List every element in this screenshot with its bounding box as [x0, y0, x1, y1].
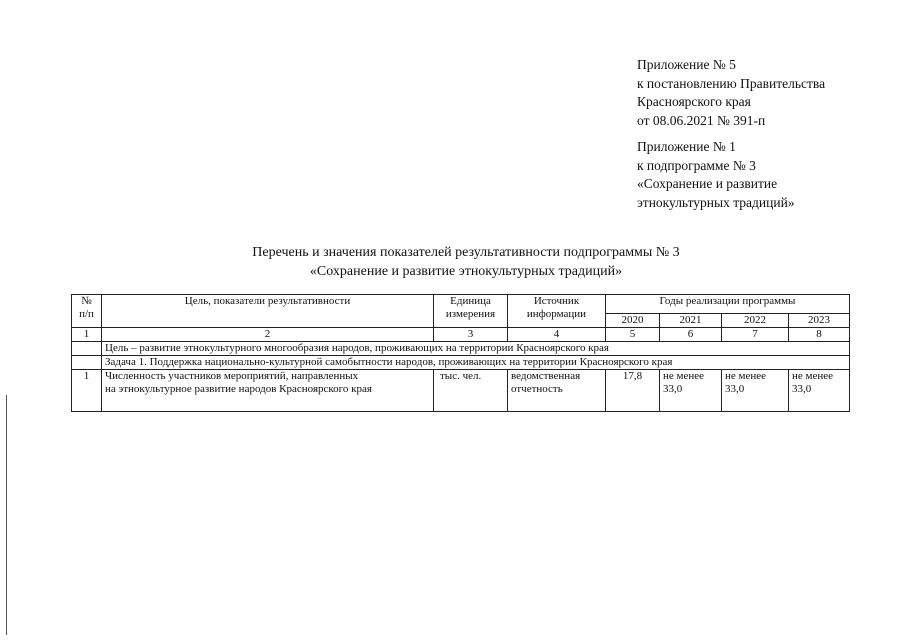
header-unit: [434, 295, 508, 328]
value-2021: [660, 370, 722, 412]
value-2022-line: 33,0: [725, 383, 745, 395]
goal-row: [72, 342, 850, 356]
column-number: 4: [508, 328, 606, 342]
value-2022-line: не менее: [725, 370, 767, 382]
indicator-source-line: ведомственная: [511, 370, 581, 382]
appendix-main-line: Красноярского края: [637, 94, 751, 109]
appendix-sub-line: Приложение № 1: [637, 139, 736, 154]
column-numbers-row: [72, 328, 850, 342]
column-number: 5: [606, 328, 660, 342]
header-year-2020: 2020: [606, 314, 660, 328]
indicators-table: [71, 294, 850, 412]
header-source-line: информации: [526, 308, 587, 320]
header-num-line: №: [81, 295, 92, 307]
title-line: «Сохранение и развитие этнокультурных традиций»: [309, 264, 623, 279]
title-line: Перечень и значения показателей результативности подпрограммы № 3: [252, 245, 680, 260]
task-text: Задача 1. Поддержка национально-культурной самобытности народов, проживающих на территории Красноярского края: [102, 356, 850, 370]
header-year-2023: 2023: [789, 314, 850, 328]
indicator-source-line: отчетность: [511, 383, 563, 395]
appendix-sub-block: [637, 138, 795, 212]
header-num-line: п/п: [79, 308, 94, 320]
column-number: 6: [660, 328, 722, 342]
appendix-sub-line: этнокультурных традиций»: [637, 194, 795, 210]
appendix-main-line: к постановлению Правительства: [637, 75, 826, 91]
indicator-name-line: на этнокультурное развитие народов Красноярского края: [105, 383, 372, 395]
header-num: [72, 295, 102, 328]
value-2023-line: 33,0: [792, 383, 812, 395]
goal-text: Цель – развитие этнокультурного многообразия народов, проживающих на территории Красноярского края: [102, 342, 850, 356]
column-number: 3: [434, 328, 508, 342]
header-source-line: Источник: [533, 295, 580, 307]
task-row: [72, 356, 850, 370]
header-years: Годы реализации программы: [606, 295, 850, 314]
indicator-unit: тыс. чел.: [434, 370, 508, 412]
value-2021-line: 33,0: [663, 383, 683, 395]
indicator-source: [508, 370, 606, 412]
column-number: 7: [722, 328, 789, 342]
row-number: 1: [72, 370, 102, 412]
goal-row-empty: [72, 342, 102, 356]
header-year-2022: 2022: [722, 314, 789, 328]
appendix-main-line: Приложение № 5: [637, 57, 736, 72]
column-number: 1: [72, 328, 102, 342]
header-year-2021: 2021: [660, 314, 722, 328]
document-title: [0, 243, 901, 281]
value-2020: 17,8: [606, 370, 660, 412]
appendix-main-block: [637, 56, 825, 130]
appendix-main-line: от 08.06.2021 № 391-п: [637, 112, 766, 128]
header-unit-line: Единица: [450, 295, 491, 307]
indicator-name-line: Численность участников мероприятий, направленных: [105, 370, 359, 382]
appendix-sub-line: «Сохранение и развитие: [637, 176, 778, 191]
column-number: 2: [102, 328, 434, 342]
appendix-sub-line: к подпрограмме № 3: [637, 157, 756, 173]
table-row: [72, 370, 850, 412]
task-row-empty: [72, 356, 102, 370]
indicator-name: [102, 370, 434, 412]
header-unit-line: измерения: [445, 308, 496, 320]
column-number: 8: [789, 328, 850, 342]
scan-edge-line: [6, 395, 7, 635]
header-source: [508, 295, 606, 328]
header-goal: Цель, показатели результативности: [102, 295, 434, 328]
value-2023-line: не менее: [792, 370, 834, 382]
value-2022: [722, 370, 789, 412]
header-row: [72, 295, 850, 314]
value-2023: [789, 370, 850, 412]
value-2021-line: не менее: [663, 370, 705, 382]
